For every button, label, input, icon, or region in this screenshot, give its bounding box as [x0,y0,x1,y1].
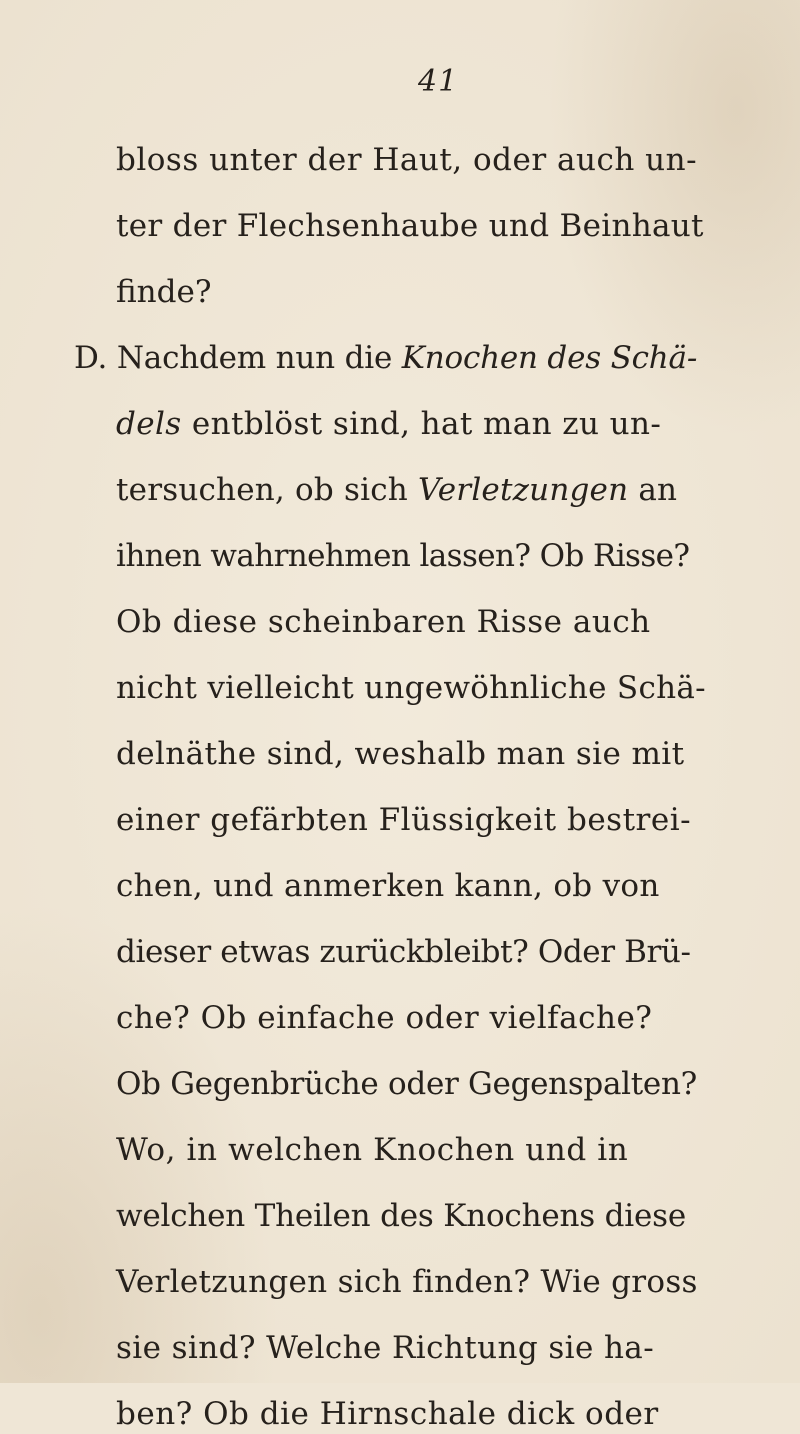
text-span: entblöst sind, hat man zu un- [181,406,662,442]
text-line: dieser etwas zurückbleibt? Oder Brü- [116,934,691,970]
page-number: 41 [418,64,459,99]
text-span: tersuchen, ob sich [116,472,419,508]
text-line: bloss unter der Haut, oder auch un- [116,142,698,178]
text-span: D. Nachdem nun die [74,340,402,376]
italic-text: Verletzungen [418,472,629,508]
text-line: sie sind? Welche Richtung sie ha- [116,1330,655,1366]
text-line: ihnen wahrnehmen lassen? Ob Risse? [116,538,690,574]
text-line: delnäthe sind, weshalb man sie mit [116,736,685,772]
text-line: Wo, in welchen Knochen und in [116,1132,629,1168]
italic-text: Knochen des Schä- [401,340,698,376]
text-line: einer gefärbten Flüssigkeit bestrei- [116,802,692,838]
text-line [116,404,661,444]
text-line: chen, und anmerken kann, ob von [116,868,660,904]
text-span: an [628,472,678,508]
text-line: Ob diese scheinbaren Risse auch [116,604,651,640]
text-line: che? Ob einfache oder vielfache? [116,1000,653,1036]
text-line: Ob Gegenbrüche oder Gegenspalten? [116,1066,697,1102]
text-line: Verletzungen sich finden? Wie gross [116,1264,698,1300]
text-line: ter der Flechsenhaube und Beinhaut [116,208,704,244]
text-line: nicht vielleicht ungewöhnliche Schä- [116,670,706,706]
text-line [74,338,697,378]
text-line [116,470,677,510]
text-line: welchen Theilen des Knochens diese [116,1198,686,1234]
italic-text: dels [116,406,182,442]
text-line: finde? [116,274,212,310]
text-line: ben? Ob die Hirnschale dick oder [116,1396,659,1432]
